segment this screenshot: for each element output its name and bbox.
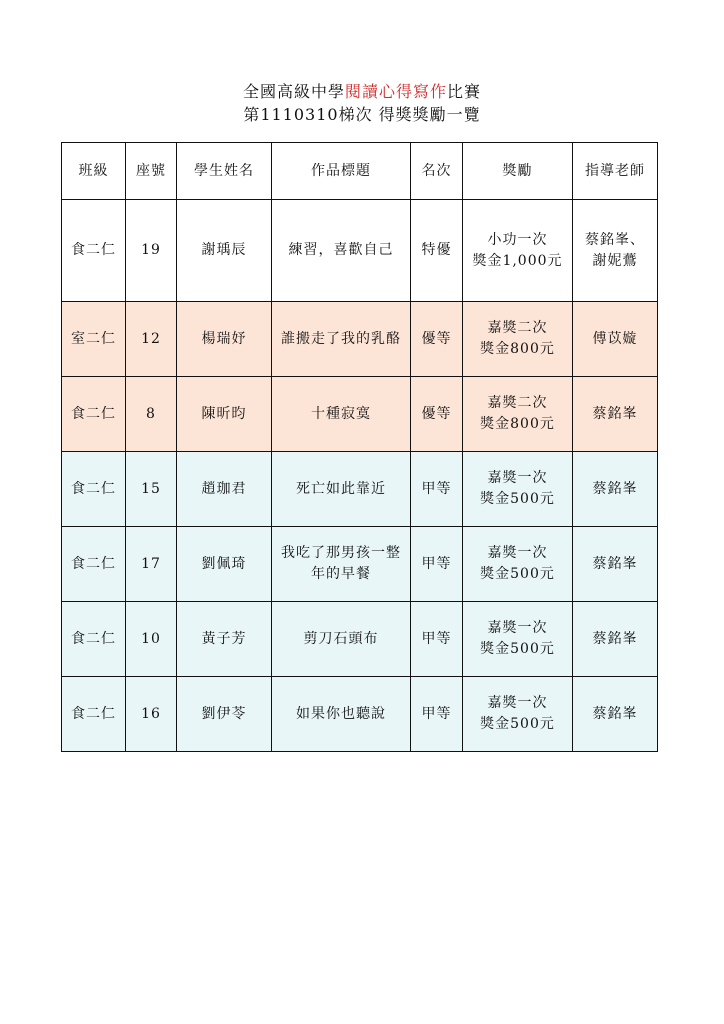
cell-reward	[463, 527, 573, 602]
cell-class: 食二仁	[62, 377, 126, 452]
cell-name: 劉伊苓	[177, 677, 272, 752]
cell-reward	[463, 200, 573, 302]
cell-reward	[463, 602, 573, 677]
cell-reward	[463, 377, 573, 452]
cell-work: 如果你也聽說	[272, 677, 411, 752]
cell-class: 食二仁	[62, 200, 126, 302]
cell-rank: 優等	[411, 377, 463, 452]
cell-class: 室二仁	[62, 302, 126, 377]
reward-type: 嘉獎二次	[487, 395, 548, 411]
cell-seat: 16	[126, 677, 177, 752]
table-row	[62, 302, 658, 377]
cell-teacher: 蔡銘峯	[573, 527, 658, 602]
header-teacher: 指導老師	[573, 143, 658, 200]
cell-seat: 10	[126, 602, 177, 677]
cell-rank: 甲等	[411, 527, 463, 602]
table-row	[62, 452, 658, 527]
reward-type: 嘉獎一次	[487, 470, 548, 486]
title-suffix: 比賽	[447, 82, 482, 101]
cell-teacher: 蔡銘峯	[573, 677, 658, 752]
reward-prize: 獎金500元	[480, 716, 555, 732]
cell-seat: 15	[126, 452, 177, 527]
cell-teacher: 蔡銘峯	[573, 377, 658, 452]
reward-prize: 獎金800元	[480, 341, 555, 357]
cell-work: 我吃了那男孩一整年的早餐	[272, 527, 411, 602]
title-subtitle: 第1110310梯次 得獎獎勵一覽	[243, 105, 481, 124]
cell-rank: 特優	[411, 200, 463, 302]
cell-work: 誰搬走了我的乳酪	[272, 302, 411, 377]
cell-name: 劉佩琦	[177, 527, 272, 602]
reward-type: 嘉獎二次	[487, 320, 548, 336]
cell-reward	[463, 302, 573, 377]
header-row	[62, 143, 658, 200]
reward-type: 嘉獎一次	[487, 695, 548, 711]
reward-type: 小功一次	[487, 231, 548, 248]
table-row	[62, 200, 658, 302]
reward-prize: 獎金500元	[480, 641, 555, 657]
reward-type: 嘉獎一次	[487, 545, 548, 561]
reward-type: 嘉獎一次	[487, 620, 548, 636]
cell-teacher	[573, 200, 658, 302]
cell-work: 練習，喜歡自己	[272, 200, 411, 302]
awards-table	[61, 142, 658, 752]
header-class: 班級	[62, 143, 126, 200]
header-work: 作品標題	[272, 143, 411, 200]
cell-seat: 17	[126, 527, 177, 602]
cell-teacher: 蔡銘峯	[573, 602, 658, 677]
cell-rank: 優等	[411, 302, 463, 377]
table-row	[62, 677, 658, 752]
cell-rank: 甲等	[411, 452, 463, 527]
cell-class: 食二仁	[62, 452, 126, 527]
title-highlight: 閱讀心得寫作	[344, 82, 447, 101]
cell-seat: 8	[126, 377, 177, 452]
document-title	[0, 80, 724, 126]
header-reward: 獎勵	[463, 143, 573, 200]
cell-class: 食二仁	[62, 677, 126, 752]
teacher-name: 謝妮鷰	[592, 252, 638, 269]
table-row	[62, 527, 658, 602]
cell-teacher: 傅苡嫙	[573, 302, 658, 377]
cell-name: 趙珈君	[177, 452, 272, 527]
cell-rank: 甲等	[411, 677, 463, 752]
cell-name: 謝瑀辰	[177, 200, 272, 302]
reward-prize: 獎金800元	[480, 416, 555, 432]
cell-reward	[463, 677, 573, 752]
cell-work: 十種寂寞	[272, 377, 411, 452]
title-line-1	[0, 80, 724, 103]
reward-prize: 獎金1,000元	[472, 252, 563, 269]
cell-name: 楊瑞妤	[177, 302, 272, 377]
header-name: 學生姓名	[177, 143, 272, 200]
cell-class: 食二仁	[62, 527, 126, 602]
reward-prize: 獎金500元	[480, 566, 555, 582]
cell-seat: 19	[126, 200, 177, 302]
cell-work: 死亡如此靠近	[272, 452, 411, 527]
reward-prize: 獎金500元	[480, 491, 555, 507]
cell-name: 陳昕昀	[177, 377, 272, 452]
teacher-name: 蔡銘峯、	[585, 231, 645, 248]
table-row	[62, 602, 658, 677]
cell-seat: 12	[126, 302, 177, 377]
cell-teacher: 蔡銘峯	[573, 452, 658, 527]
cell-rank: 甲等	[411, 602, 463, 677]
cell-reward	[463, 452, 573, 527]
title-prefix: 全國高級中學	[242, 82, 345, 101]
header-seat: 座號	[126, 143, 177, 200]
header-rank: 名次	[411, 143, 463, 200]
cell-class: 食二仁	[62, 602, 126, 677]
table-row	[62, 377, 658, 452]
cell-name: 黃子芳	[177, 602, 272, 677]
cell-work: 剪刀石頭布	[272, 602, 411, 677]
